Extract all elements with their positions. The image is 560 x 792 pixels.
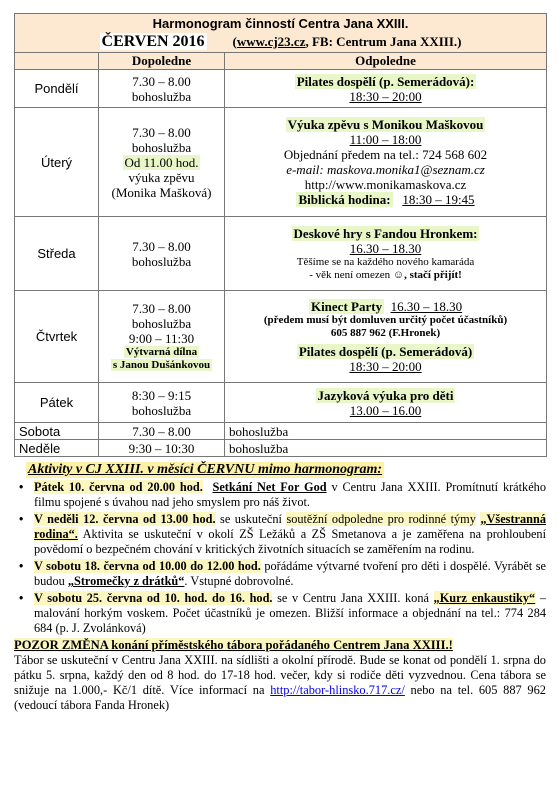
bullet-icon: • <box>19 512 24 526</box>
activities-heading: Aktivity v CJ XXIII. v měsíci ČERVNU mimo harmonogram: <box>28 462 383 477</box>
activity-item: • V sobotu 25. června od 10. hod. do 16. hod. se v Centru Jana XXIII. koná „Kurz enkaustiky“ – malování horkým voskem. Počet účastníků je omezen. Bližší informace a objednání na tel.: 774 284 684 (p. J. Zvolánková) <box>19 591 546 635</box>
day-tuesday: Úterý <box>15 108 99 217</box>
monika-website: http://www.monikamaskova.cz <box>304 177 467 192</box>
bullet-icon: • <box>19 591 24 605</box>
month-label: ČERVEN 2016 <box>101 33 205 50</box>
col-morning: Dopoledne <box>99 53 225 70</box>
camp-heading: POZOR ZMĚNA konání příměstského tábora pořádaného Centrem Jana XXIII.! <box>14 638 453 652</box>
row-wednesday: Středa 7.30 – 8.00 bohoslužba Deskové hry s Fandou Hronkem: 16.30 – 18.30 Těšíme se na každého nového kamaráda - věk není omezen ☺, stačí přijít! <box>15 217 547 291</box>
fri-activity: Jazyková výuka pro děti <box>317 387 454 403</box>
facebook-label: , FB: Centrum Jana XXIII.) <box>305 34 462 49</box>
day-monday: Pondělí <box>15 70 99 108</box>
tue-activity: Výuka zpěvu s Monikou Maškovou <box>287 117 484 132</box>
schedule-header: Harmonogram činností Centra Jana XXIII. ČERVEN 2016 (www.cj23.cz, FB: Centrum Jana XXIII.) <box>15 14 547 53</box>
schedule-table <box>14 13 547 457</box>
thu-activity: Pilates dospělí (p. Semerádová) <box>298 344 473 359</box>
website-link[interactable]: www.cj23.cz <box>236 34 306 49</box>
day-sunday: Neděle <box>15 440 99 457</box>
activity-item: • V sobotu 18. června od 10.00 do 12.00 hod. pořádáme výtvarné tvoření pro děti i dospělé. Vyrábět se budou „Stromečky z drátků“. Vstupné dobrovolné. <box>19 559 546 588</box>
wed-activity: Deskové hry s Fandou Hronkem: <box>293 225 478 241</box>
camp-link[interactable]: http://tabor-hlinsko.717.cz/ <box>270 683 405 697</box>
camp-text: Tábor se uskuteční v Centru Jana XXIII. na sídlišti a okolní přírodě. Bude se konat od pondělí 1. srpna do pátku 5. srpna, každý den od 8 hod. do 17-18 hod. večer, kdy si rodiče děti vyzvednou. Cena tábora se snižuje na 1.000,- Kč/1 dítě. Více informací na http://tabor-hlinsko.717.cz/ nebo na tel. 605 887 962 (vedoucí tábora Fanda Hronek) <box>14 653 546 712</box>
activity-item: • Pátek 10. června od 20.00 hod. Setkání Net For God v Centru Jana XXIII. Promítnutí krátkého filmu spojené s úvahou nad jeho smyslem pro náš život. <box>19 480 546 509</box>
bullet-icon: • <box>19 559 24 573</box>
email-text: e-mail: maskova.monika1@seznam.cz <box>286 162 485 177</box>
thu-kinect: Kinect Party <box>310 299 383 314</box>
day-thursday: Čtvrtek <box>15 291 99 383</box>
col-afternoon: Odpoledne <box>225 53 547 70</box>
day-saturday: Sobota <box>15 423 99 440</box>
schedule-sheet <box>14 13 546 713</box>
smiley-icon: ☺ <box>392 268 405 281</box>
row-friday: Pátek 8:30 – 9:15 bohoslužba Jazyková výuka pro děti 13.00 – 16.00 <box>15 383 547 423</box>
activities-list <box>14 480 546 636</box>
row-saturday: Sobota 7.30 – 8.00 bohoslužba <box>15 423 547 440</box>
schedule-title: Harmonogram činností Centra Jana XXIII. <box>152 16 409 31</box>
row-tuesday: Úterý 7.30 – 8.00 bohoslužba Od 11.00 hod. výuka zpěvu (Monika Mašková) Výuka zpěvu s Monikou Maškovou 11:00 – 18:00 Objednání předem na tel.: 724 568 602 e-mail: maskova.monika1@seznam.cz http://www.monikamaskova.cz Biblická hodina: 18:30 – 19:45 <box>15 108 547 217</box>
row-monday: Pondělí 7.30 – 8.00 bohoslužba Pilates dospělí (p. Semerádová): 18:30 – 20:00 <box>15 70 547 108</box>
row-sunday: Neděle 9:30 – 10:30 bohoslužba <box>15 440 547 457</box>
bullet-icon: • <box>19 480 24 494</box>
day-wednesday: Středa <box>15 217 99 291</box>
mon-activity: Pilates dospělí (p. Semerádová): <box>296 73 475 89</box>
day-friday: Pátek <box>15 383 99 423</box>
row-thursday: Čtvrtek 7.30 – 8.00 bohoslužba 9:00 – 11:30 Výtvarná dílna s Janou Dušánkovou Kinect Party 16.30 – 18.30 (předem musí být domluven určitý počet účastníků) 605 887 962 (F.Hronek) Pilates dospělí (p. Semerádová) 18:30 – 20:00 <box>15 291 547 383</box>
activity-item: • V neděli 12. června od 13.00 hod. se uskuteční soutěžní odpoledne pro rodinné týmy „Všestranná rodina“. Aktivita se uskuteční v okolí ZŠ Ležáků a ZŠ Smetanova a je zaměřena na prohloubení povědomí o bezpečném chování v kritických životních situacích se zaměřením na rodinu. <box>19 512 546 556</box>
